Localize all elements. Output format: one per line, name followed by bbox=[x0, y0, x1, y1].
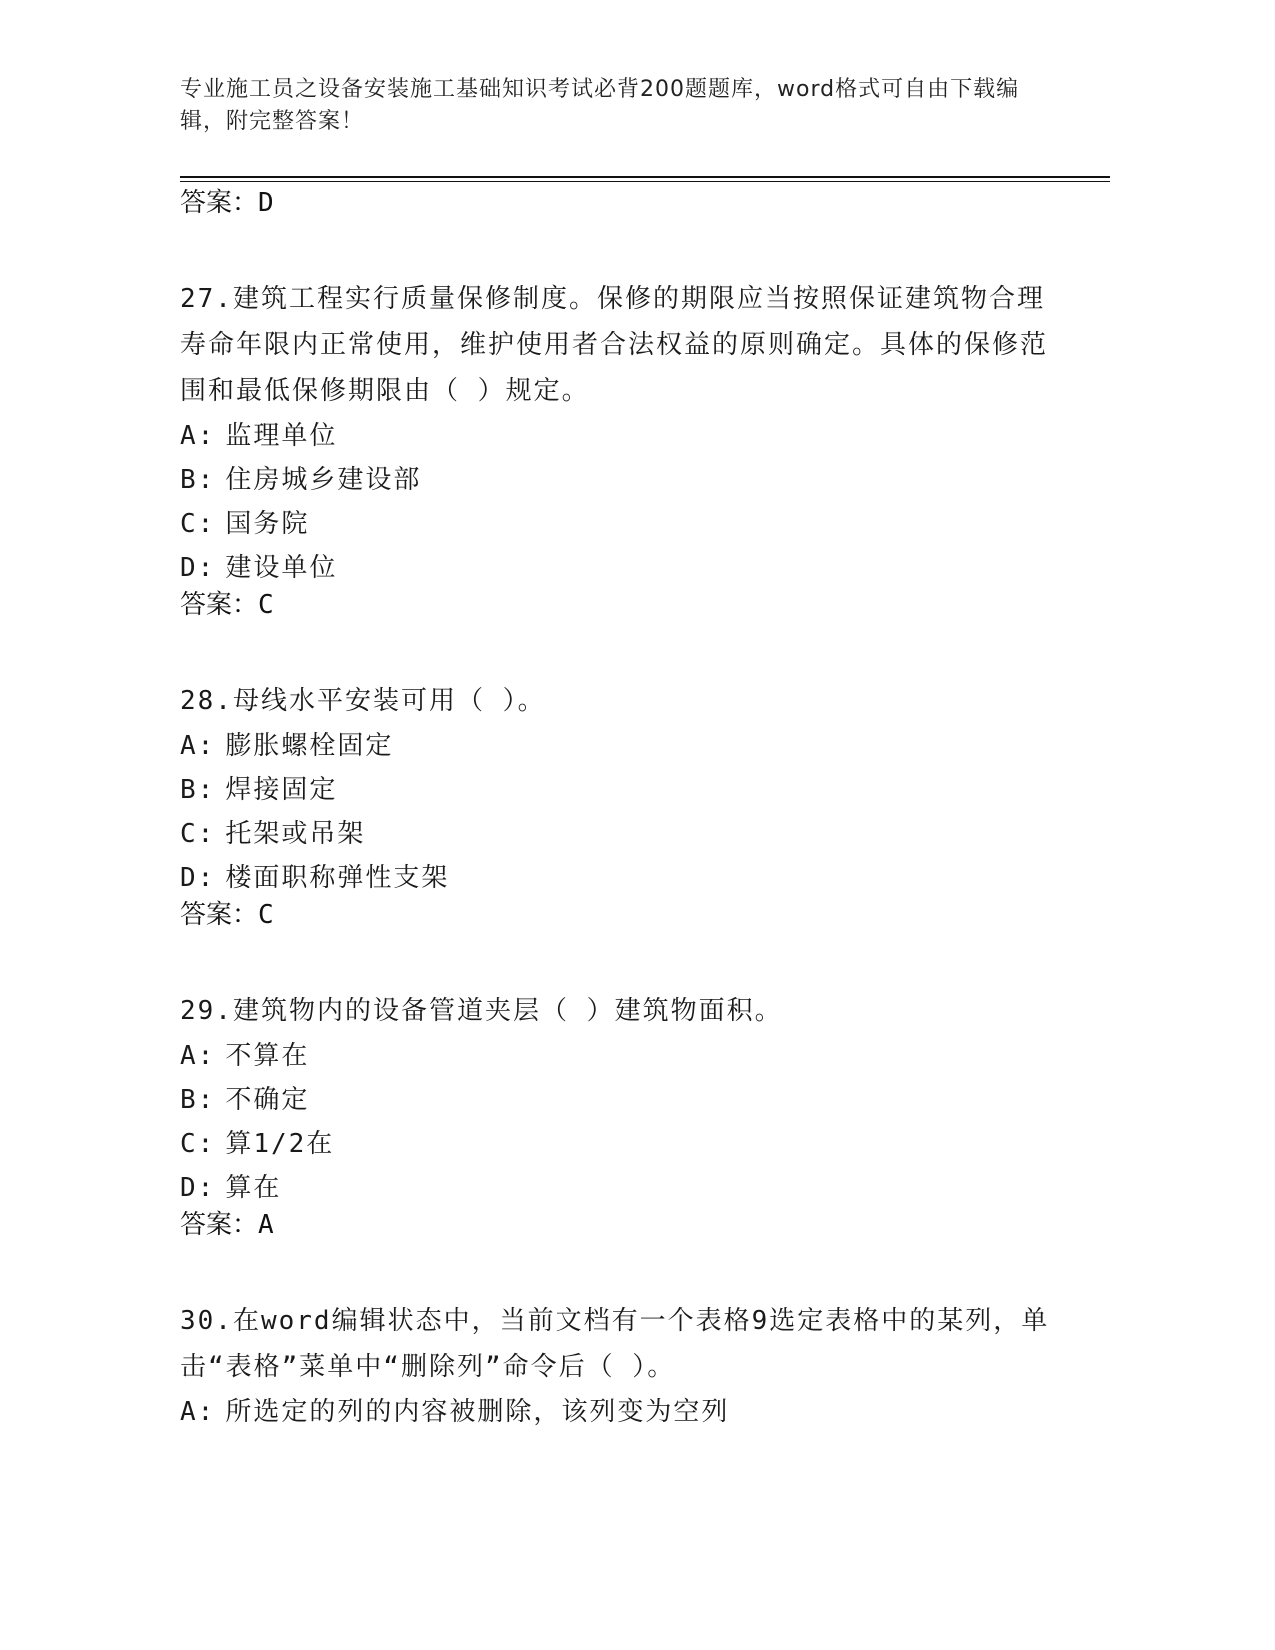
option-text: 不确定 bbox=[225, 1085, 310, 1115]
answer-line bbox=[180, 1210, 1060, 1240]
answer-label: 答案： bbox=[180, 900, 259, 930]
option-b bbox=[180, 768, 1060, 812]
option-text: 监理单位 bbox=[225, 421, 338, 451]
document-page bbox=[180, 0, 1110, 1650]
answer-value: A bbox=[258, 1210, 274, 1240]
answer-line bbox=[180, 900, 1060, 930]
question-text: 28.母线水平安装可用（ ）。 bbox=[180, 686, 546, 716]
option-key: A: bbox=[180, 1397, 216, 1427]
answer-label: 答案： bbox=[180, 1210, 259, 1240]
answer-value: D bbox=[258, 188, 274, 218]
answer-value: C bbox=[258, 590, 274, 620]
option-key: D: bbox=[180, 863, 216, 893]
option-c bbox=[180, 1122, 1060, 1166]
option-c bbox=[180, 812, 1060, 856]
question-27 bbox=[180, 276, 1060, 620]
option-a bbox=[180, 1390, 1060, 1434]
option-text: 所选定的列的内容被删除，该列变为空列 bbox=[225, 1397, 730, 1427]
option-d bbox=[180, 1166, 1060, 1210]
option-text: 国务院 bbox=[225, 509, 310, 539]
option-b bbox=[180, 1078, 1060, 1122]
answer-label: 答案： bbox=[180, 590, 259, 620]
answer-value: C bbox=[258, 900, 274, 930]
answer-label: 答案： bbox=[180, 188, 259, 218]
page-header: 专业施工员之设备安装施工基础知识考试必背200题题库，word格式可自由下载编辑，附完整答案！ bbox=[180, 77, 1020, 134]
option-key: D: bbox=[180, 553, 216, 583]
option-a bbox=[180, 724, 1060, 768]
option-text: 算在 bbox=[225, 1173, 282, 1203]
question-text: 29.建筑物内的设备管道夹层（ ）建筑物面积。 bbox=[180, 996, 783, 1026]
question-text: 27.建筑工程实行质量保修制度。保修的期限应当按照保证建筑物合理寿命年限内正常使用，维护使用者合法权益的原则确定。具体的保修范围和最低保修期限由（ ）规定。 bbox=[180, 284, 1049, 406]
option-a bbox=[180, 1034, 1060, 1078]
option-text: 住房城乡建设部 bbox=[225, 465, 422, 495]
option-b bbox=[180, 458, 1060, 502]
option-key: C: bbox=[180, 819, 216, 849]
option-key: C: bbox=[180, 1129, 216, 1159]
option-d bbox=[180, 546, 1060, 590]
option-key: A: bbox=[180, 1041, 216, 1071]
option-text: 膨胀螺栓固定 bbox=[225, 731, 394, 761]
option-text: 楼面职称弹性支架 bbox=[225, 863, 450, 893]
answer-line bbox=[180, 590, 1060, 620]
question-29 bbox=[180, 988, 1060, 1240]
document-content bbox=[180, 188, 1060, 1434]
question-30 bbox=[180, 1298, 1060, 1434]
option-text: 算1/2在 bbox=[225, 1129, 335, 1159]
option-text: 建设单位 bbox=[225, 553, 338, 583]
question-28 bbox=[180, 678, 1060, 930]
option-key: C: bbox=[180, 509, 216, 539]
option-key: A: bbox=[180, 421, 216, 451]
option-c bbox=[180, 502, 1060, 546]
option-key: A: bbox=[180, 731, 216, 761]
option-key: B: bbox=[180, 465, 216, 495]
option-key: B: bbox=[180, 775, 216, 805]
option-a bbox=[180, 414, 1060, 458]
question-text: 30.在word编辑状态中，当前文档有一个表格9选定表格中的某列，单击“表格”菜单中“删除列”命令后（ ）。 bbox=[180, 1306, 1050, 1382]
option-key: D: bbox=[180, 1173, 216, 1203]
answer-line bbox=[180, 188, 1060, 218]
option-text: 焊接固定 bbox=[225, 775, 338, 805]
option-d bbox=[180, 856, 1060, 900]
option-text: 托架或吊架 bbox=[225, 819, 366, 849]
option-key: B: bbox=[180, 1085, 216, 1115]
header-rule bbox=[180, 176, 1110, 182]
option-text: 不算在 bbox=[225, 1041, 310, 1071]
